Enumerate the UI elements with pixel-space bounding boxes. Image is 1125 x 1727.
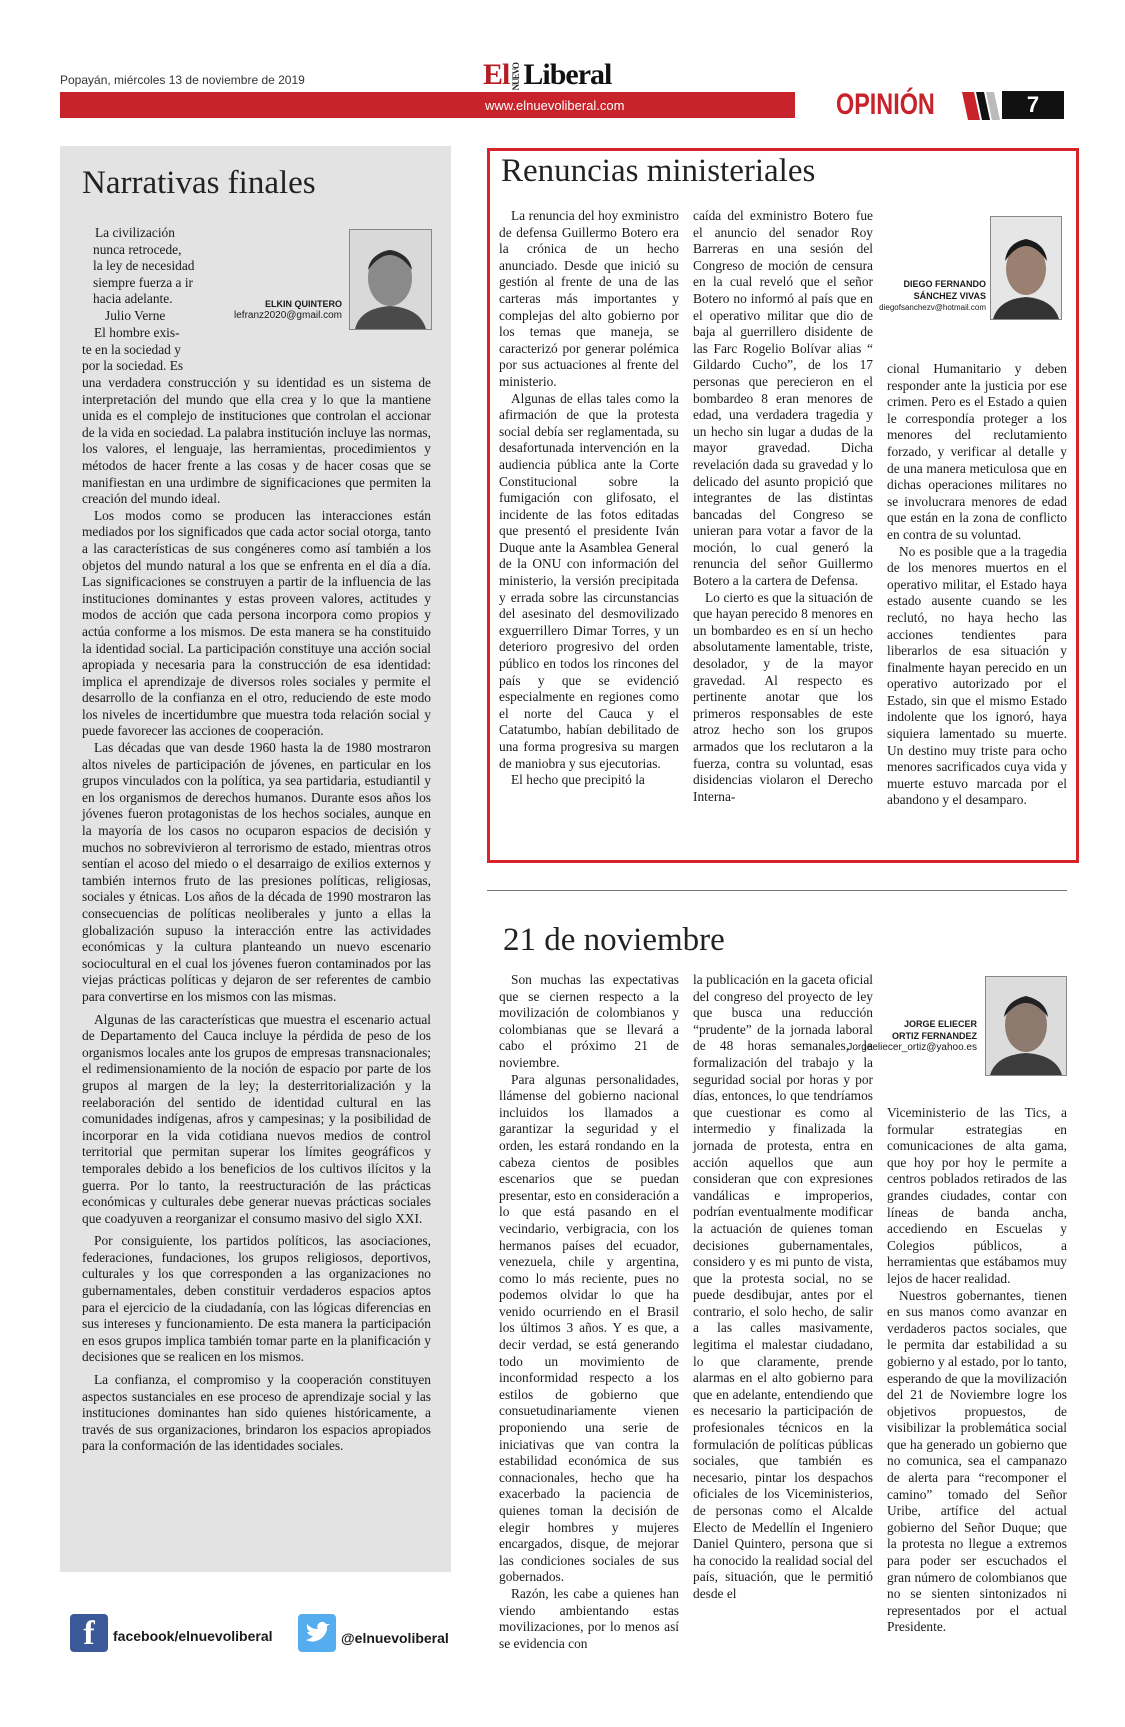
box-col-1: [499, 208, 679, 789]
box-col-2: [693, 208, 873, 805]
intro-line: te en la sociedad y: [82, 341, 181, 357]
paragraph: Las décadas que van desde 1960 hasta la de 1980 mostraron altos niveles de participación de jóvenes, en particular en los grupos vinculados con la política, ya sea partidaria, estudiantil y en los organismos de derechos humanos. Durante esos años los jóvenes fueron protagonistas de los hechos sociales, aunque en la mayoría de los casos no ocuparon espacios de decisión y muchos no sobrevivieron al terrorismo de estado, mientras otros sentían el acoso del miedo o el desarraigo de exilios externos y también internos fruto de las presiones políticas, religiosas, sociales y étnicas. Los años de la década de 1990 mostraron las consecuencias de políticas neoliberales y junto a ellas la globalización supuso la interacción entre las actividades económicas y la cultura planteando un nuevo escenario sociocultural en el cual los jóvenes fueron contaminados por las viejas prácticas políticas y dejaron de ser referentes de cambio para convertirse en los mismos con las mismas.: [82, 740, 431, 1004]
newspaper-logo: [483, 58, 611, 92]
bottom-col-3: [887, 1105, 1067, 1636]
section-title: OPINIÓN: [836, 88, 935, 121]
box-byline: [860, 278, 986, 314]
paragraph: No es posible que a la tragedia de los menores muertos en el operativo militar, el Estado haya estado ausente cuando se les reclutó, no haya hecho las acciones tendientes para liberarlos de esa situación y finalmente hayan perecido en un operativo autorizado por el Estado, sin que el mismo Estado indolente que los ignoró, haya siquiera lamentado su muerte. Un destino muy triste para ocho menores sacrificados cuya vida y muerte estuvo marcada por el abandono y el desamparo.: [887, 543, 1067, 808]
author-photo: [349, 229, 432, 330]
paragraph: una verdadera construcción y su identidad es un sistema de interpretación del mundo que ella crea y lo que la mantiene unida es el complejo de instituciones que controlan el accionar de la vida en sociedad. La palabra institución incluye las normas, los valores, el lenguaje, las herramientas, procedimientos y métodos de hacer frente a las cosas y de hacer cosas que se manifiestan en una urdimbre de significaciones que permiten la creación del mundo ideal.: [82, 375, 431, 507]
logo-liberal: Liberal: [523, 58, 612, 91]
left-article-title: Narrativas finales: [82, 165, 316, 201]
paragraph: Lo cierto es que la situación de que hayan perecido 8 menores en un bombardeo es en sí un hecho absolutamente lamentable, triste, desolador, y de la mayor gravedad. Al respecto es pertinente anotar que los primeros responsables de este atroz hecho son los grupos armados que los reclutaron a la fuerza, contra su voluntad, esas disidencias violaron el Derecho Interna-: [693, 589, 873, 804]
left-byline: [210, 298, 342, 322]
quote-line: siempre fuerza a ir: [93, 274, 193, 290]
author-name: SÁNCHEZ VIVAS: [913, 291, 986, 301]
bottom-byline: [845, 1018, 977, 1054]
box-col-3: [887, 361, 1067, 809]
paragraph: cional Humanitario y deben responder ante la justicia por ese crimen. Pero es el Estado a quien le correspondía proteger a los menores del reclutamiento forzado, y verificar al detalle y de una manera meticulosa que en dichas operaciones militares no se involucrara menores de edad que están en la zona de conflicto en contra de su voluntad.: [887, 361, 1067, 542]
page-number: 7: [1002, 91, 1064, 119]
paragraph: Viceministerio de las Tics, a formular estrategias en comunicaciones de alta gama, que hoy por hoy le permite a centros poblados retirados de las grandes ciudades, contar con líneas de banda ancha, accediendo en Escuelas y Colegios públicos, a herramientas que estábamos muy lejos de hacer realidad.: [887, 1105, 1067, 1286]
box-article-title: Renuncias ministeriales: [501, 153, 816, 189]
author-email[interactable]: Jorgeeliecer_ortiz@yahoo.es: [847, 1042, 977, 1053]
logo-nuevo: NUEVO: [511, 63, 522, 91]
bottom-col-2: [693, 972, 873, 1603]
quote-line: nunca retrocede,: [93, 241, 182, 257]
quote-line: La civilización: [95, 225, 175, 240]
author-email[interactable]: lefranz2020@gmail.com: [234, 310, 342, 321]
paragraph: Algunas de las características que muestra el escenario actual de Departamento del Cauca incluye la pérdida de peso de los organismos locales ante los grupos de empresas transnacionales; el redimensionamiento de la noción de espacio por parte de los grupos al margen de la ley; la desterritorialización y la reelaboración del sentido de identidad cultural en las comunidades indígenas, afros y campesinas; y la posibilidad de incorporar en la vida cotidiana nuevos medios de control territorial que permitan superar los límites geográficos y temporales debido a los beneficios de los cultivos ilícitos y la guerra. Por lo tanto, la reestructuración de las prácticas económicas y culturales debe generar nuevas prácticas sociales que coadyuven a reorganizar el consumo masivo del siglo XXI.: [82, 1011, 431, 1226]
avatar-icon: [986, 977, 1066, 1075]
logo-el: El: [483, 58, 510, 91]
twitter-link[interactable]: @elnuevoliberal: [341, 1630, 449, 1646]
paragraph: El hecho que precipitó la: [511, 772, 645, 788]
author-name: ELKIN QUINTERO: [264, 299, 342, 309]
paragraph: Para algunas personalidades, llámense del gobierno nacional incluidos los llamados a garantizar la seguridad y el orden, les estará rondando en la cabeza cientos de posibles escenarios que se puedan presentar, esto en consideración a lo que está pasando en el vecindario, verbigracia, con los hermanos países del ecuador, venezuela, chile y argentina, como lo más reciente, pues no podemos olvidar lo que ha venido ocurriendo en el Brasil los últimos 3 años. Y es que, a decir verdad, se está generando todo un movimiento de inconformidad respecto a los estilos de gobierno que consuetudinariamente vienen proponiendo una serie de iniciativas que van contra la estabilidad económica de sus connacionales, hecho que ha exacerbado la paciencia de quienes toman la decisión de elegir hombres y mujeres encargados, disque, de mejorar las condiciones sociales de sus gobernados.: [499, 1071, 679, 1585]
paragraph: caída del exministro Botero fue el anuncio del senador Roy Barreras en una sesión del Congreso de moción de censura en la cual reveló que el señor Botero no informó al país que en el operativo militar que dio de baja al guerrillero disidente de las Farc Rogelio Bolívar alias “ Gildardo Cucho”, de los 17 personas que perecieron en el bombardeo 8 eran menores de edad, una verdadera tragedia y un hecho sin lugar a dudas de la mayor gravedad. Dicha revelación dada su gravedad y lo delicado del asunto propició que integrantes de las distintas bancadas del Congreso se unieran para votar a favor de la moción, lo cual generó la renuncia del señor Guillermo Botero a la cartera de Defensa.: [693, 208, 873, 589]
intro-line: por la sociedad. Es: [82, 358, 184, 374]
paragraph: Razón, les cabe a quienes han viendo ambientando estas movilizaciones, por lo menos así se evidencia con: [499, 1585, 679, 1651]
paragraph: Son muchas las expectativas que se ciernen respecto a la movilización de colombianos y colombianas que se llevará a cabo el próximo 21 de noviembre.: [499, 972, 679, 1070]
epigraph-quote: [93, 225, 213, 325]
author-photo: [990, 216, 1062, 320]
intro-text: [82, 325, 207, 375]
avatar-icon: [991, 217, 1061, 319]
author-name: DIEGO FERNANDO: [903, 279, 986, 289]
avatar-icon: [350, 230, 431, 329]
website-url[interactable]: www.elnuevoliberal.com: [485, 98, 625, 113]
bird-icon: [298, 1614, 336, 1652]
paragraph: Nuestros gobernantes, tienen en sus manos como avanzar en verdaderos pactos sociales, que le permita dar estabilidad a su gobierno y al estado, por lo tanto, esperando de que la movilización del 21 de Noviembre logre los objetivos propuestos, de visibilizar la problemática social que ha generado un gobierno que no comunica, sea el campanazo de alerta para “recomponer el camino” tomado del Señor Uribe, artífice del actual gobierno del Señor Duque; que la protesta no llegue a extremos para poder ser escuchados el gran número de colombianos que no se sienten sintonizados ni representados por el actual Presidente.: [887, 1287, 1067, 1635]
stripes-decoration-icon: [962, 92, 1000, 120]
edition-date: Popayán, miércoles 13 de noviembre de 2019: [60, 73, 305, 87]
author-email[interactable]: diegofsanchezv@hotmail.com: [879, 303, 986, 312]
author-photo: [985, 976, 1067, 1076]
facebook-icon[interactable]: f: [70, 1614, 108, 1652]
paragraph: La renuncia del hoy exministro de defensa Guillermo Botero era la crónica de un hecho anunciado. Desde que inició su gestión al frente de una de las carteras más importantes y complejas del alto gobierno por los temas que maneja, se caracterizó por generar polémica por sus actuaciones al frente del ministerio.: [499, 208, 679, 389]
paragraph: Por consiguiente, los partidos políticos, las asociaciones, federaciones, fundaciones, los grupos religiosos, deportivos, culturales y los que corresponden a las organizaciones no gubernamentales, deben constituir verdaderos espacios aptos para el ejercicio de la ciudadanía, con las lógicas diferencias en sus intereses y funcionamiento. De esta manera la participación en esos grupos implica también tomar parte en la planificación y decisiones que se realicen en los mismos.: [82, 1233, 431, 1365]
bottom-article-title: 21 de noviembre: [503, 922, 725, 958]
paragraph: La confianza, el compromiso y la cooperación constituyen aspectos sustanciales en ese proceso de aprendizaje social y las instituciones dominantes han sido quienes históricamente, a través de sus organizaciones, brindaron los espacios apropiados para la conformación de las identidades sociales.: [82, 1372, 431, 1454]
header-red-bar: [60, 92, 795, 118]
author-name: ORTIZ FERNANDEZ: [892, 1031, 977, 1041]
paragraph: Algunas de ellas tales como la afirmación de que la protesta social debía ser reglamentada, su desafortunada intervención en la audiencia pública ante la Corte Constitucional sobre la fumigación con glifosato, el incidente de las fotos editadas que presentó el presidente Iván Duque ante la Asamblea General de la ONU con información del ministerio, la versión precipitada y errada sobre las circunstancias del asesinato del desmovilizado exguerrillero Dimar Torres, y un deterioro progresivo del orden público en todos los rincones del país y que se evidenció especialmente en regiones como el norte del Cauca y el Catatumbo, habían debilitado de una forma progresiva su margen de maniobra y sus ejecutorias.: [499, 390, 679, 771]
paragraph: Los modos como se producen las interacciones están mediados por los significados que cada actor social otorga, tanto a las características de sus congéneres como así también a los objetos del mundo natural a los que se enfrenta en el día a día. Las significaciones se construyen a partir de la influencia de las instituciones dominantes y estas proveen valores, actitudes y modos de acción que cada persona incorpora como propios y actúa conforme a los mismos. De esta manera se ha constituido la identidad social. La participación constituye una acción social apropiada y necesaria para la construcción de esa identidad: implica el aprendizaje de diversos roles sociales y permite el desarrollo de la confianza en el otro, reduciendo de este modo los niveles de incertidumbre que muestra toda relación social y puede favorecer las acciones de cooperación.: [82, 507, 431, 739]
quote-line: la ley de necesidad: [93, 258, 195, 274]
quote-author: Julio Verne: [105, 307, 166, 323]
twitter-icon[interactable]: [298, 1614, 336, 1652]
author-name: JORGE ELIECER: [903, 1019, 977, 1029]
divider: [487, 890, 1067, 891]
left-article-body: [82, 375, 431, 1455]
intro-line: El hombre exis-: [94, 325, 180, 340]
facebook-link[interactable]: facebook/elnuevoliberal: [113, 1628, 273, 1644]
bottom-col-1: [499, 972, 679, 1652]
quote-line: hacia adelante.: [93, 291, 173, 307]
paragraph: la publicación en la gaceta oficial del congreso del proyecto de ley que busca una reducción “prudente” de la jornada laboral de 48 horas semanales, la formalización del trabajo y la seguridad social por horas y por días, entonces, lo que tendríamos que cuestionar es como al intermedio y finalizada la jornada de protesta, entra en acción aquellos que aun consideran que con expresiones vandálicas e improperios, podrían eventualmente modificar la actuación de quienes toman decisiones gubernamentales, considero y es mi punto de vista, que la protesta social, no se puede desdibujar, antes por el contrario, el solo hecho, de salir a las calles masivamente, legitima el malestar ciudadano, lo que claramente, prende alarmas en el alto gobierno para que en adelante, entendiendo que es necesario la participación de profesionales técnicos en la formulación de políticas públicas sociales, que también es necesario, pintar los despachos oficiales de los Viceministerios, de personas como el Alcalde Electo de Medellín el Ingeniero Daniel Quintero, persona que si ha conocido la realidad social del país, situación, que le permitió desde el: [693, 972, 873, 1601]
